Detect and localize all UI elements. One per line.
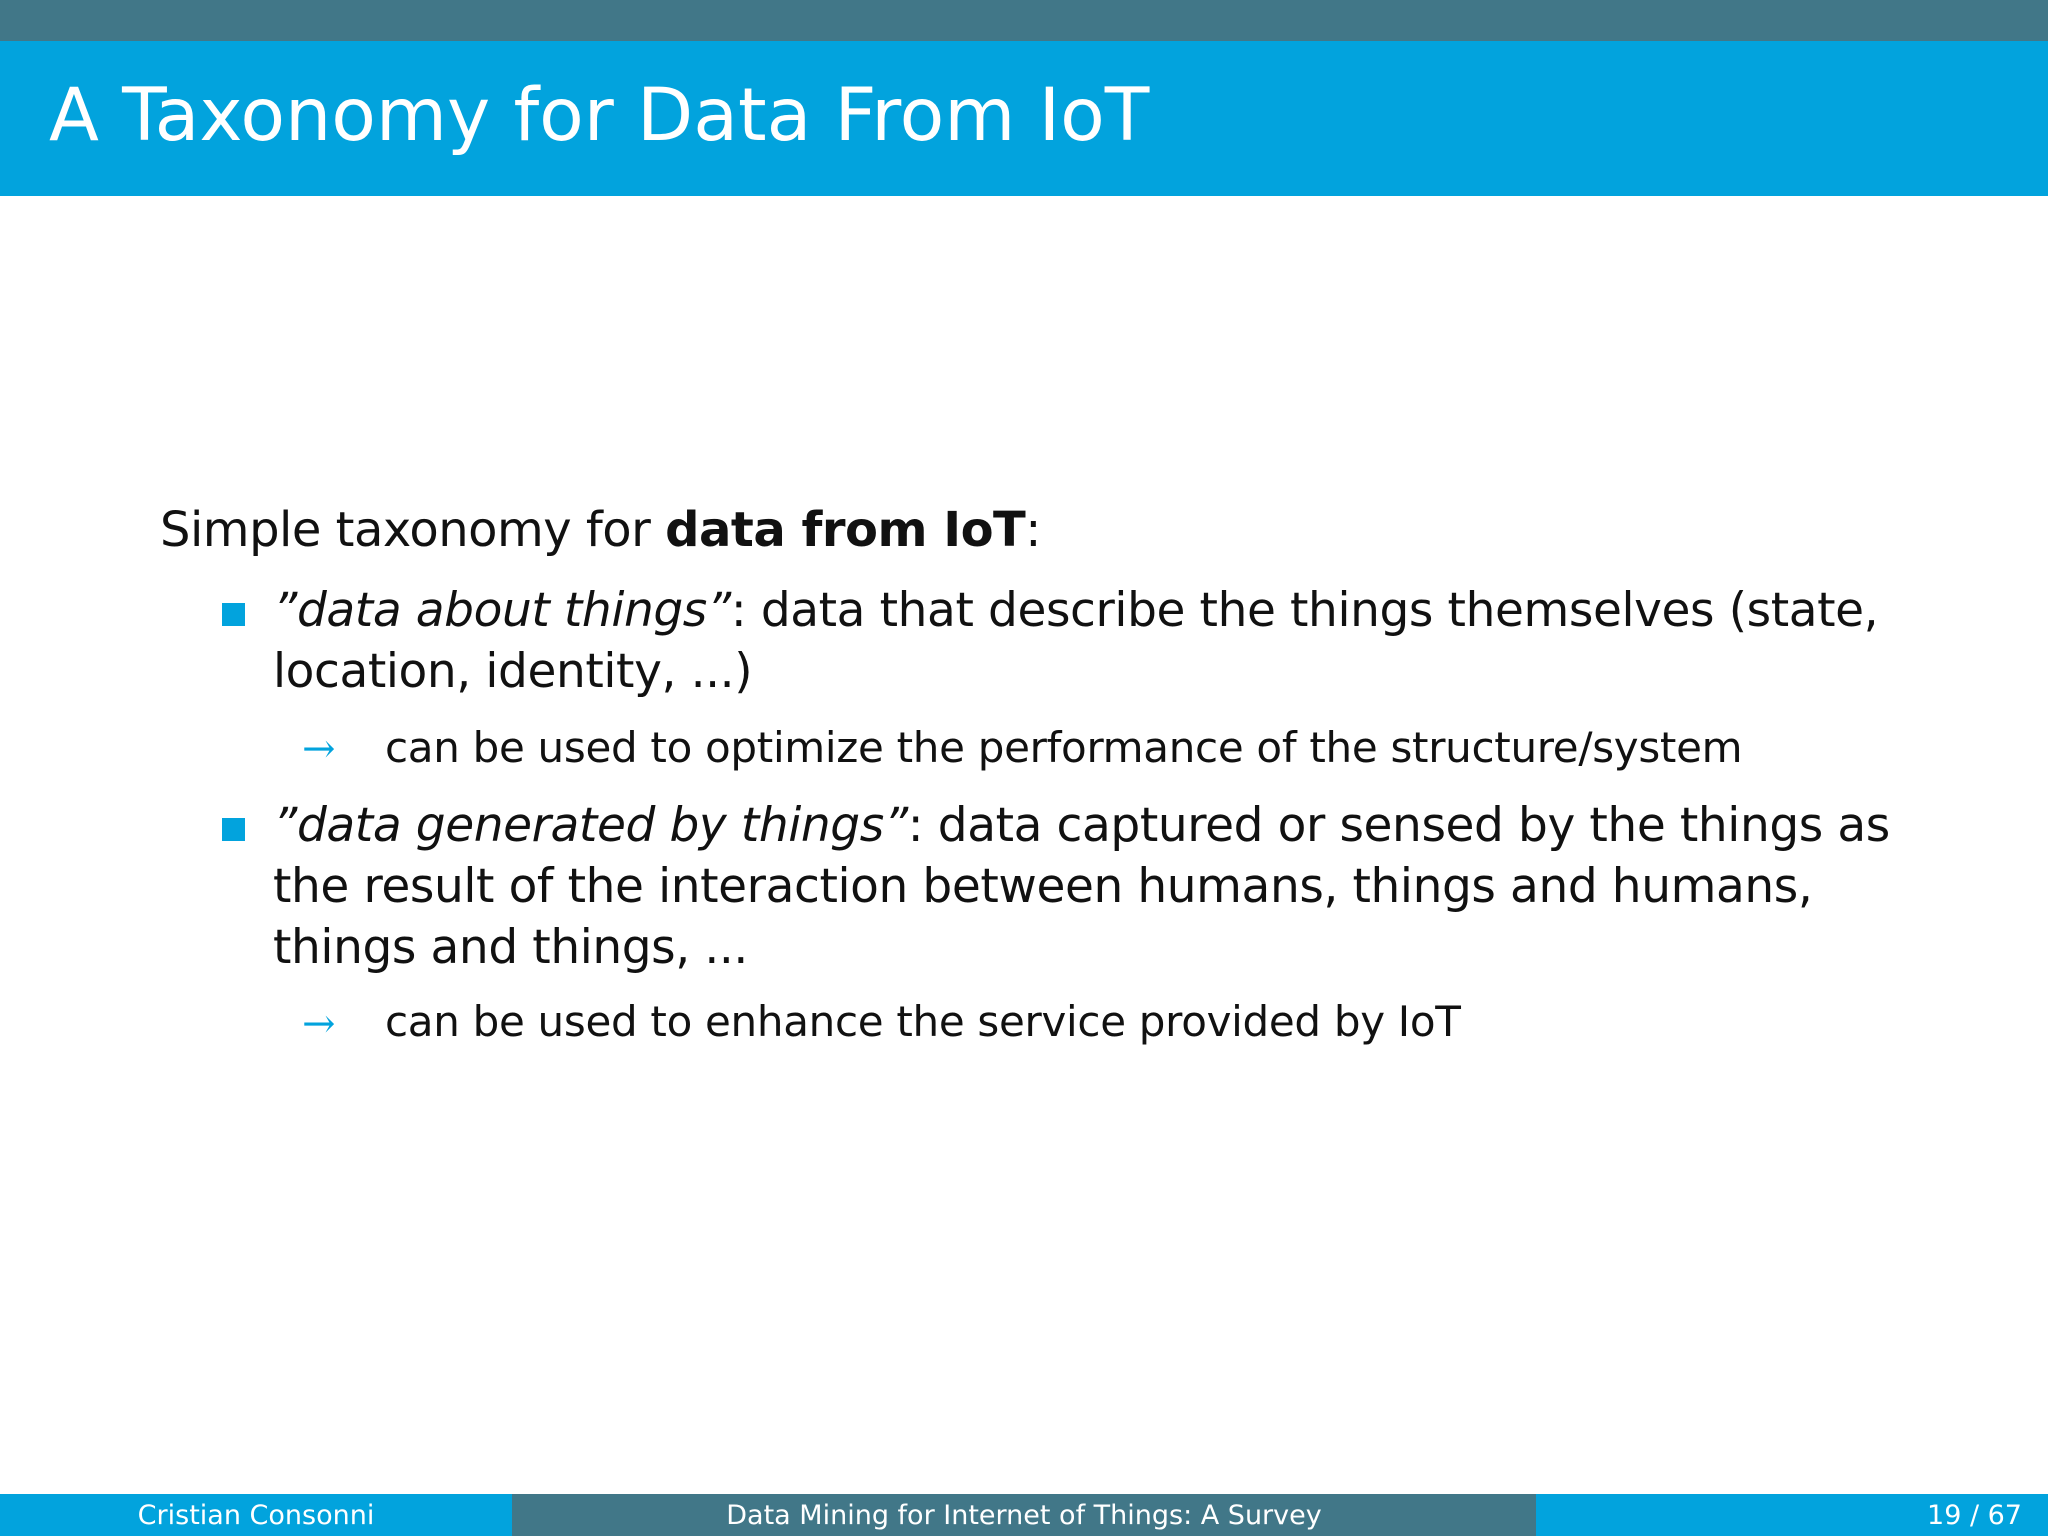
intro-suffix: :	[1025, 502, 1041, 558]
arrow-right-icon: →	[302, 726, 336, 772]
footer-author: Cristian Consonni	[0, 1494, 512, 1536]
intro-bold: data from IoT	[665, 502, 1026, 558]
intro-line	[160, 502, 1041, 558]
footer-presentation-title: Data Mining for Internet of Things: A Survey	[512, 1494, 1536, 1536]
item-note: can be used to optimize the performance of the structure/system	[385, 723, 1743, 772]
bullet-square-icon	[222, 818, 245, 841]
list-item-data-generated-by-things	[273, 795, 1953, 978]
item-term: ”data about things”	[273, 583, 731, 638]
list-item-data-about-things	[273, 580, 1953, 702]
item-description: : data captured or sensed by the things as the result of the interaction between humans, things and humans, things and things, ...	[273, 798, 1890, 975]
slide-footer	[0, 1494, 2048, 1536]
bullet-square-icon	[222, 603, 245, 626]
item-term: ”data generated by things”	[273, 798, 908, 853]
slide-title: A Taxonomy for Data From IoT	[49, 73, 1150, 158]
arrow-right-icon: →	[302, 1001, 336, 1047]
item-note: can be used to enhance the service provided by IoT	[385, 997, 1461, 1046]
footer-page-number: 19 / 67	[1536, 1494, 2048, 1536]
intro-prefix: Simple taxonomy for	[160, 502, 666, 558]
item-description: : data that describe the things themselves (state, location, identity, ...)	[273, 583, 1879, 699]
